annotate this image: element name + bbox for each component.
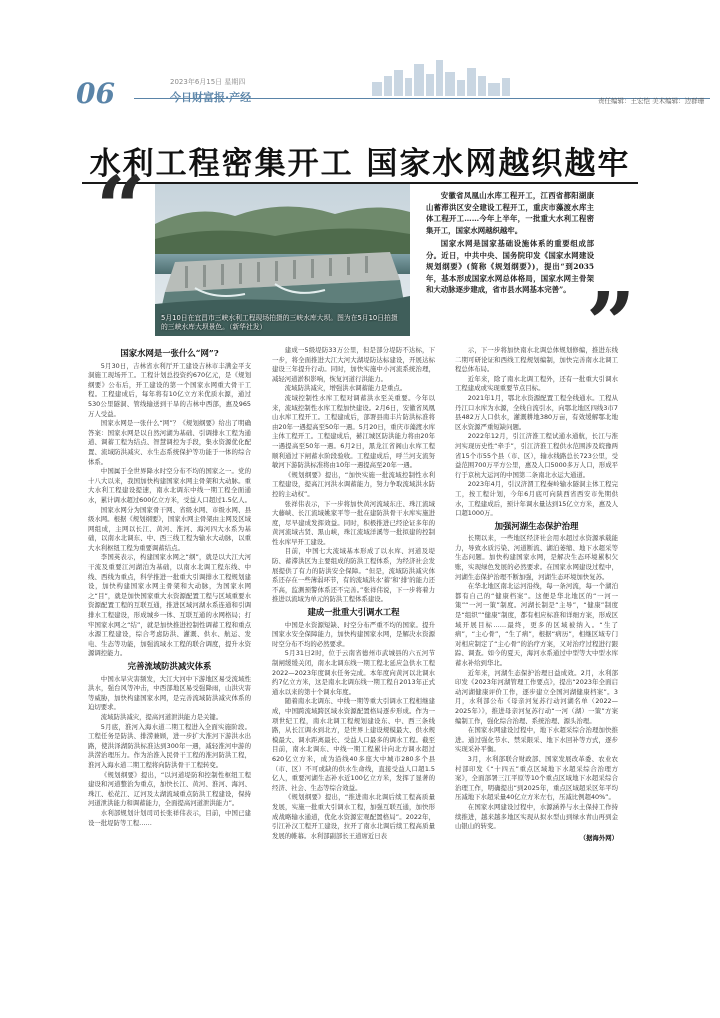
body-paragraph: 5月30日，吉林省水利厅开工建设吉林市丰满金平支洞施工现场开工。工程计划总投资约670亿元，是《规划纲要》公布后，开工建设的第一个国家水网重大骨干工程。工程建成后，每年将有10亿立方米优质水源，通过530公里隧洞、管线输送到干旱的吉林中西部，惠及965万人受益。 (88, 361, 251, 418)
section-heading: 加强河湖生态保护治理 (494, 520, 579, 531)
body-paragraph: 张祥伟表示，下一步将加快黄河流域东庄、珠江流域大藤峡、长江流域姚家平等一批在建防洪骨干水库实施进度，尽早建成发挥效益。同时，积极推进已经论证多年的黄河流域古贤、黑山峡，珠江流域洋溪等一批拟建的控制性水库早开工建设。 (272, 499, 435, 546)
body-paragraph: 随着南水北调东、中线一期等重大引调水工程相继建成，中国跨流域跨区域水资源配置格局逐步形成。作为一项世纪工程，南水北调工程规划建设东、中、西三条线路，从长江调水到北方，是世界上建设规模最大、供水规模最大、调水距离最长、受益人口最多的调水工程。截至目前，南水北调东、中线一期工程累计向北方调水超过620亿立方米，成为沿线40多座大中城市280多个县（市、区）不可或缺的供水生命线，直接受益人口超1.5亿人，重要河湖生态补水近100亿立方米，发挥了显著的经济、社会、生态等综合效益。 (272, 697, 435, 792)
body-paragraph: 2021年1月，鄂北水资源配置工程全线通水。工程从丹江口水库为水源，全线自流引水，向鄂北地区四线3市7县482万人口供水，灌溉耕地380万亩，有效缓解鄂北地区水资源严重短缺问题。 (455, 393, 618, 431)
intro-paragraph: 国家水网是国家基础设施体系的重要组成部分。近日，中共中央、国务院印发《国家水网建设规划纲要》(简称《规划纲要》)，提出“到2035年，基本形成国家水网总体格局，国家水网主骨架和大动脉逐步建成，省市县水网基本完善”。 (426, 239, 594, 294)
page-number: 06 (76, 77, 115, 110)
close-quote-icon: ” (586, 274, 636, 375)
body-paragraph: 《规划纲要》提出，“推进南水北调后续工程高质量发展，实施一批重大引调水工程，加强互联互通，加快形成战略输水通道，优化水资源宏观配置格局”。2022年，引江补汉工程开工建设，拉开了南水北调后续工程高质量发展的帷幕。水利部副部长王道席近日表 (272, 793, 435, 840)
body-paragraph: 《规划纲要》提出，“加快实施一批流域控制性水利工程建设，提高江河洪水调蓄能力，努力争取流域洪水防控的主动权”。 (272, 470, 435, 498)
body-paragraph: 中国是水资源短缺、时空分布严重不均的国家。提升国家水安全保障能力，加快构建国家水网，是解决水资源时空分布不均的必然要求。 (272, 620, 435, 648)
issue-date: 2023年6月15日 星期四 (170, 78, 246, 86)
body-paragraph: 国家水网分为国家骨干网、省级水网、市级水网、县级水网。根据《规划纲要》，国家水网主骨架由主网及区域网组成，主网以长江、黄河、淮河、海河四大水系为基础，以南水北调东、中、西三线工程为输水大动脉，以重大水利枢纽工程为重要调蓄结点。 (88, 505, 251, 552)
body-paragraph: 中国属于全世界降水时空分布不均的国家之一。党的十八大以来，我国加快构建国家水网主骨架和大动脉。重大水利工程建设提速，南水北调东中线一期工程全面通水，累计调水超过600亿立方米，受益人口超过1.5亿人。 (88, 467, 251, 504)
body-paragraph: 中国水旱灾害频发，大江大河中下游地区易受流域性洪水，强台风等冲击，中西部地区易受强降雨，山洪灾害等威胁，加快构建国家水网，是完善流域防洪减灾体系的迫切要求。 (88, 674, 251, 712)
intro-box (426, 190, 594, 298)
section-title: 今日财富报·产经 (170, 91, 252, 104)
body-paragraph: 流域控制性水库工程对调蓄洪水至关重要。今年以来，流域控制性水库工程加快建设。2月6日，安徽省凤凰山水库工程开工。工程建成后，部署县南丰片防洪标准将由20年一遇提高至50年一遇。5月20日，重庆市藻渡水库主体工程开工。工程建成后，綦江城区防洪能力将由20年一遇提高至50年一遇。6月2日，黑龙江省阁山水库工程顺利通过下闸蓄水阶段验收。工程建成后，呼兰河支流努敏河下游防洪标准将由10年一遇提高至20年一遇。 (272, 393, 435, 470)
body-paragraph: 水利部规划计划司司长张祥伟表示，目前，中国已建设一批堤防等工程…… (88, 808, 251, 827)
body-paragraph: 3月，水利部联合财政部、国家发展改革委、农业农村部印发《“十四五”重点区域地下水超采综合治理方案》，全面部署三江平原等10个重点区域地下水超采综合治理工作，明确提出“到2025年，重点区域超采区年平均压减地下水超采量40亿立方米左右，压减比例超40%”。 (455, 754, 618, 802)
intro-paragraph: 安徽省凤凰山水库工程开工，江西省都阳湖康山蓄滞洪区安全建设工程开工，重庆市藻渡水库主体工程开工……今年上半年，一批重大水利工程密集开工，国家水网越织越牢。 (426, 191, 594, 235)
body-paragraph: 近年来，除了南水北调工程外，还有一批重大引调水工程建成或实现重要节点目标。 (455, 374, 618, 393)
photo-caption: 5月10日在宜昌市三峡水利工程现场拍摄的三峡水库大坝。图为在5月10日拍摄的三峡水库大坝景色。（新华社发） (161, 314, 398, 331)
body-paragraph: 李国英表示，构建国家水网之“纲”，就是以大江大河干流及重要江河湖泊为基础，以南水北调工程东线、中线、西线为重点，科学推进一批重大引调排水工程规划建设，加快构建国家水网主骨架和大动脉，为国家水网之“目”，就是加快国家重大水资源配置工程与区域重要水资源配置工程的互联互通，推进区域河湖水系连通和引调排水工程建设，形成城乡一体、互联互通的水网格局；打牢国家水网之“结”，就是加快推进控制性调蓄工程和重点水源工程建设，综合考虑防洪、灌溉、供水、航运、发电、生态等功能，加强流域水工程的联合调度，提升水资源调控能力。 (88, 553, 251, 658)
section-heading: 国家水网是一张什么“网”? (120, 348, 219, 358)
body-paragraph: 流域防洪减灾，提高河道泄洪能力是关键。 (100, 712, 223, 721)
section-heading: 建成一批重大引调水工程 (307, 607, 400, 618)
dam-photo (155, 184, 410, 336)
body-paragraph: 在国家水网建设过程中，地下水超采综合治理加快推进。通过强化节水、禁采限采、地下水回补等方式，逐步实现采补平衡。 (455, 726, 618, 754)
body-paragraph: 建成一5级堤防33万公里，但是部分堤防不达标，下一步，将全面推进大江大河大湖堤防达标建设，开展达标建设三年提升行动。同时，加快实施中小河流系统治理，减轻河道淤积影响，恢复河道行洪能力。 (272, 346, 435, 383)
body-paragraph: 《规划纲要》提出，“以河道堤防和控制性枢纽工程建设和河道整治为重点，加快长江、黄河、淮河、海河、珠江、松花江、辽河及太湖流域重点防洪工程建设，保持河道泄洪能力和调蓄能力，全面提高河道泄洪能力”。 (88, 770, 251, 808)
open-quote-icon: “ (96, 158, 146, 259)
body-paragraph: 示，下一步将加快南水北调总体规划修编，推进东线二期可研论证和西线工程规划编制，加快完善南水北调工程总体布局。 (455, 346, 618, 374)
skyline-graphic (368, 56, 518, 96)
body-paragraph: 5月底，淮河入海水道二期工程进入全面实施阶段。工程任务是防洪、排涝兼顾，进一步扩大淮河下游洪水出路，使洪泽湖防洪标准达到300年一遇，减轻淮河中游的洪涝治理压力。作为治淮入民骨干工程的淮河防洪工程，淮河入海水道二期工程将向防洪骨干工程转变。 (88, 722, 251, 769)
article-column-3 (455, 346, 618, 843)
body-paragraph: 目前，中国七大流域基本形成了以水库、河道及堤防、蓄滞洪区为主要组成的防洪工程体系，为经济社会发展提供了有力的防洪安全保障。“但是，流域防洪减灾体系还存在一些薄弱环节，有的流域洪水‘蓄’和‘排’的能力还不高，监测预警体系还不完善。”张祥伟说，下一步将着力推进以流域为单元的防洪工程体系建设。 (272, 547, 435, 604)
section-heading: 完善流域防洪减灾体系 (127, 661, 212, 671)
headline: 水利工程密集开工 国家水网越织越牢 (89, 146, 631, 182)
editor-credits: 责任编辑：王宏恺 美术编辑：边群珊 (598, 97, 705, 105)
article-column-1 (88, 346, 251, 828)
body-paragraph: 在华北地区南北运河沿线，每一条河流，每一个湖泊都有自己的“健康档案”。这便是华北地区的“一河一策”“一河一策”制度。河湖长制是“主导”，“健康”制度是“组织”“健康”制度，都有相应标准和详细方案，形成区域开展目标……最终，更多的区域被纳入。“生了病”，“主心骨”，“生了病”，根据“病历”，相继区域专门对相应制定了“主心骨”的治疗方案，又对治疗过程进行跟踪、调查。如今的夏天，海河水系通过中型等大中型水库蓄水补给到华北。 (455, 582, 618, 667)
body-paragraph: 2023年4月，引汉济渭工程秦岭输水隧洞主体工程完工，按工程计划，今年6月底可向陕西省西安市先期供水，工程建成后，预计年调水量达到15亿立方米，惠及人口超1000万。 (455, 480, 618, 518)
body-paragraph: 流域防洪减灾，增强洪水调蓄能力是重点。 (284, 384, 407, 393)
body-paragraph: 近年来，河湖生态保护治理日益成效。2月，水利部印发《2023年河湖管理工作要点》，提出“2023年全面启动河湖健康评价工作，逐步建立全国河湖健康档案”。3月，水利部公布《母亲河复苏行动河湖名单（2022—2025年）》，推进母亲河复苏行动“一河（湖）一策”方案编制工作，强化综合治理、系统治理、源头治理。 (455, 668, 618, 725)
article-column-2 (272, 346, 435, 841)
body-paragraph: 长期以来，一些地区经济社会用水超过水资源承载能力，导致水质污染、河道断流、湖泊萎缩、地下水超采等生态问题。加快构建国家水网，是解决生态环境累积欠账，实现绿色发展的必然要求。在国家水网建设过程中，河湖生态保护治理不断加强，河湖生态环境加快复苏。 (455, 534, 618, 581)
body-paragraph: 国家水网是一张什么“网”？《规划纲要》给出了明确答案：国家水网是以自然河湖为基础、引调排水工程为通道、调蓄工程为结点、智慧调控为手段，集水资源优化配置、流域防洪减灾、水生态系统保护等功能于一体的综合体系。 (88, 419, 251, 466)
source-byline: （据海外网） (579, 833, 618, 842)
body-paragraph: 5月31日2时，位于云南省德州市武城县的六五河节制闸缓缓关闭，南水北调东线一期工程北延应急供水工程2022—2023年度调水任务完成。本年度向黄河以北调水约7亿立方米，这是南水北调东线一期工程自2013年正式通水以来的第十个调水年度。 (272, 649, 435, 696)
body-paragraph: 2022年12月，引江济淮工程试通水通航，长江与淮河实现历史性“牵手”，引江济淮工程供水范围涉及皖豫两省15个市55个县（市、区），输水线路总长723公里，受益范围700万平方公里，惠及人口5000多万人口，形成平行于京杭大运河的中国第二条南北水运大通道。 (455, 432, 618, 479)
body-paragraph: 在国家水网建设过程中，水源涵养与水土保持工作持续推进，越来越多地区实现从拟水型山到绿水青山再到金山银山的转变。 (455, 802, 618, 831)
page-header (58, 52, 710, 110)
